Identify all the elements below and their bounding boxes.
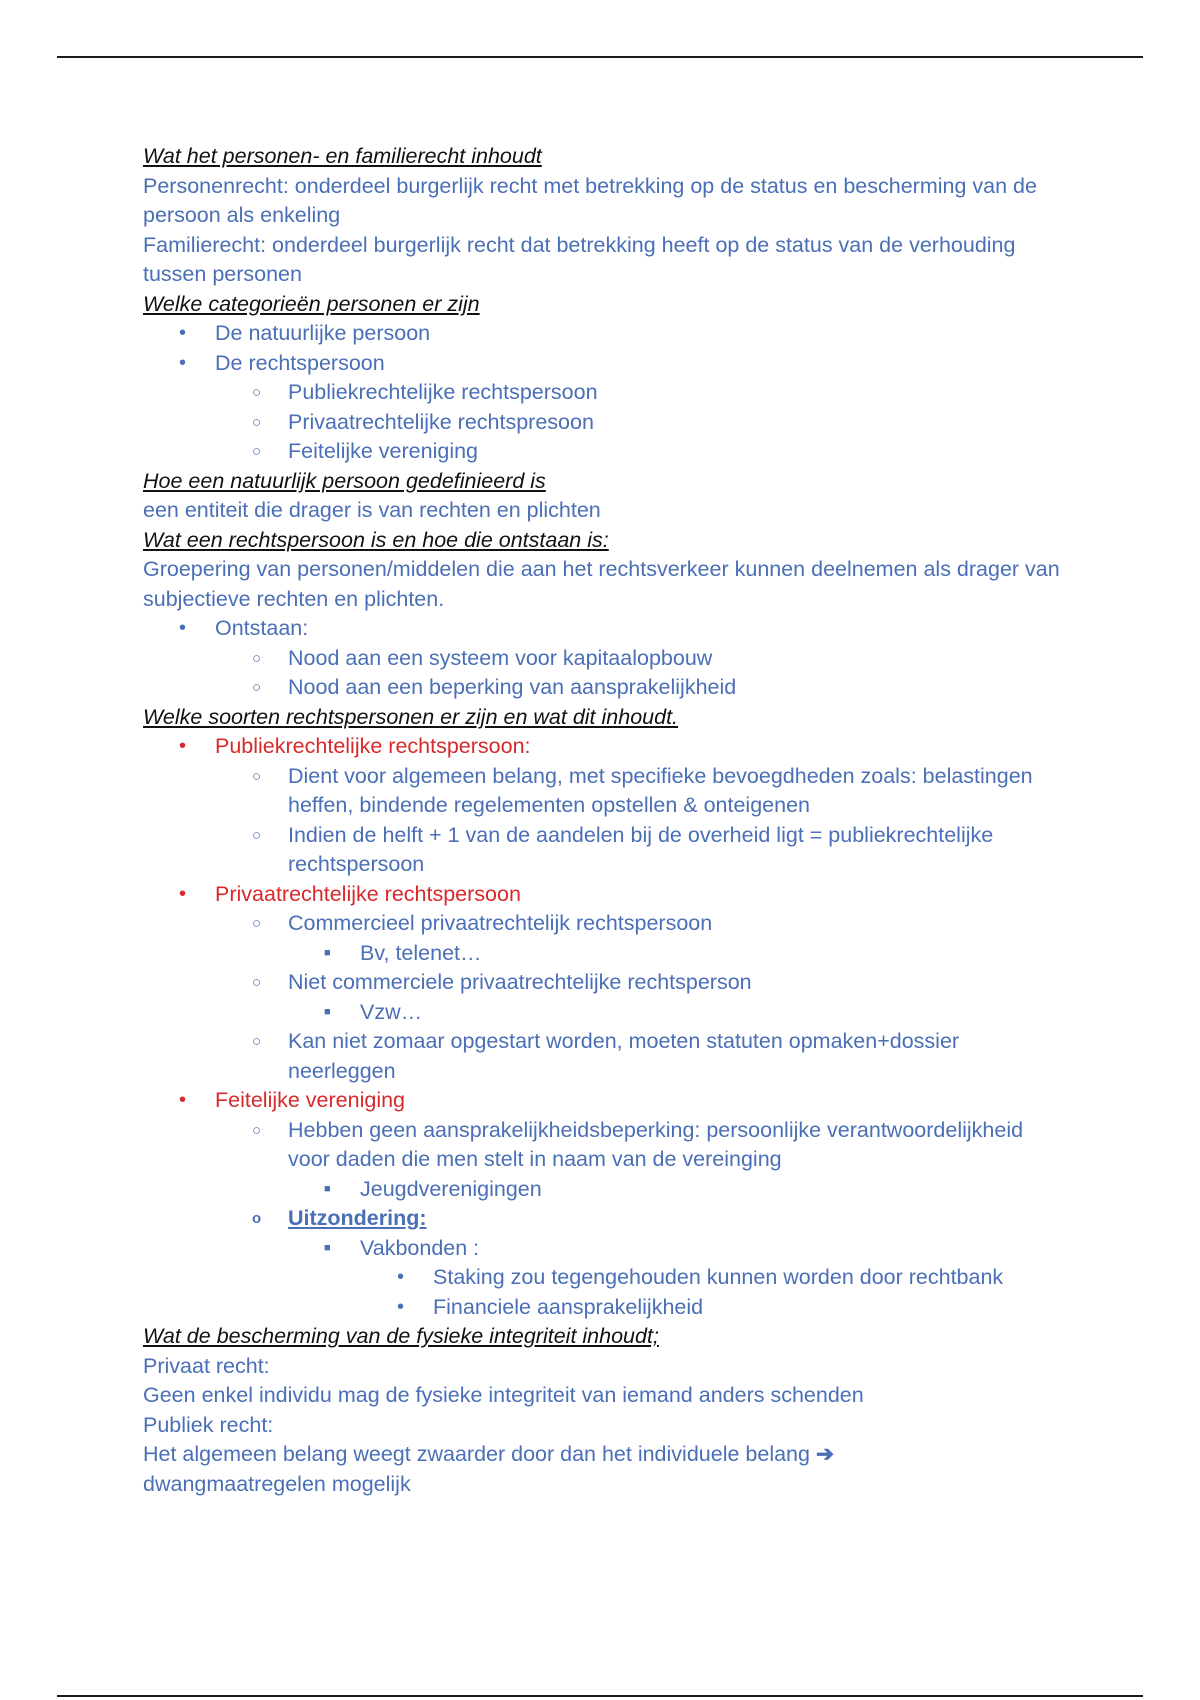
list-item-text: Staking zou tegengehouden kunnen worden door rechtbank <box>433 1265 1004 1289</box>
paragraph-familierecht: Familierecht: onderdeel burgerlijk recht dat betrekking heeft op de status van de verhouding tussen personen <box>143 232 1016 286</box>
list-item <box>143 614 1063 644</box>
list-item-text: Indien de helft + 1 van de aandelen bij de overheid ligt = publiekrechtelijke rechtspersoon <box>288 822 994 876</box>
list-item-text: Bv, telenet… <box>360 940 482 965</box>
circle-bullet-icon: ○ <box>252 826 262 844</box>
header-rule <box>57 56 1143 58</box>
list-item <box>143 1204 1063 1234</box>
paragraph-rechtspersoon: Groepering van personen/middelen die aan het rechtsverkeer kunnen deelnemen als drager van subjectieve rechten en plichten. <box>143 557 1060 611</box>
paragraph-dwangmaatregelen: dwangmaatregelen mogelijk <box>143 1471 411 1496</box>
list-item-text: Privaatrechtelijke rechtspersoon <box>215 881 521 906</box>
heading-soorten-rechtspersonen: Welke soorten rechtspersonen er zijn en wat dit inhoudt. <box>143 704 679 729</box>
list-item-text: Publiekrechtelijke rechtspersoon: <box>215 734 531 758</box>
circle-bullet-icon: ○ <box>252 767 262 785</box>
square-bullet-icon: ■ <box>324 1182 331 1195</box>
paragraph-privaat-recht: Privaat recht: <box>143 1353 270 1378</box>
list-item <box>143 998 1063 1028</box>
list-item <box>143 378 1063 408</box>
paragraph-personenrecht: Personenrecht: onderdeel burgerlijk recht met betrekking op de status en bescherming van de persoon als enkeling <box>143 173 1037 227</box>
list-item <box>143 1027 1063 1086</box>
list-item <box>143 319 1063 349</box>
square-bullet-icon: ■ <box>324 1005 331 1018</box>
list-item-text: Kan niet zomaar opgestart worden, moeten statuten opmaken+dossier neerleggen <box>288 1029 960 1083</box>
list-item-text: Feitelijke vereniging <box>215 1088 406 1112</box>
bullet-icon: • <box>179 617 187 639</box>
list-item <box>143 1293 1063 1323</box>
paragraph-text: Het algemeen belang weegt zwaarder door dan het individuele belang <box>143 1442 810 1466</box>
bullet-icon: • <box>397 1295 405 1318</box>
bullet-icon: • <box>179 351 187 374</box>
bullet-icon: • <box>397 1266 405 1288</box>
list-item <box>143 1086 1063 1116</box>
list-item <box>143 939 1063 969</box>
list-item-text: Ontstaan: <box>215 616 309 640</box>
circle-bullet-icon: o <box>252 1210 262 1227</box>
list-item-text: Commercieel privaatrechtelijk rechtspersoon <box>288 911 713 935</box>
square-bullet-icon: ■ <box>324 1241 331 1254</box>
list-item <box>143 644 1063 674</box>
list-item <box>143 673 1063 703</box>
list-item <box>143 1116 1063 1175</box>
list-item <box>143 408 1063 438</box>
paragraph-publiek-recht: Publiek recht: <box>143 1412 274 1437</box>
list-item-text: Uitzondering: <box>288 1206 427 1230</box>
list-item <box>143 762 1063 821</box>
list-item-text: Hebben geen aansprakelijkheidsbeperking: persoonlijke verantwoordelijkheid voor daden die men stelt in naam van de vereinging <box>288 1117 1024 1171</box>
circle-bullet-icon: ○ <box>252 1033 262 1050</box>
list-item-text: Privaatrechtelijke rechtspresoon <box>288 409 594 434</box>
heading-categorieen: Welke categorieën personen er zijn <box>143 291 480 316</box>
right-arrow-icon: ➔ <box>815 1442 834 1466</box>
list-item <box>143 821 1063 880</box>
circle-bullet-icon: ○ <box>252 413 262 431</box>
circle-bullet-icon: ○ <box>252 443 262 460</box>
bullet-icon: • <box>179 882 187 905</box>
circle-bullet-icon: ○ <box>252 1121 262 1139</box>
bullet-icon: • <box>179 1089 187 1111</box>
circle-bullet-icon: ○ <box>252 915 262 932</box>
list-item-text: Niet commerciele privaatrechtelijke rechtsperson <box>288 970 752 994</box>
list-item-text: Publiekrechtelijke rechtspersoon <box>288 380 598 404</box>
list-item-text: Dient voor algemeen belang, met specifieke bevoegdheden zoals: belastingen heffen, bindende regelementen opstellen & onteigenen <box>288 763 1033 817</box>
list-item <box>143 732 1063 762</box>
paragraph-privaat-recht-text: Geen enkel individu mag de fysieke integriteit van iemand anders schenden <box>143 1383 864 1407</box>
bullet-icon: • <box>179 322 187 344</box>
circle-bullet-icon: ○ <box>252 384 262 401</box>
list-item <box>143 1175 1063 1205</box>
list-item <box>143 437 1063 467</box>
list-item <box>143 880 1063 910</box>
list-item-text: Feitelijke vereniging <box>288 439 479 463</box>
list-item-text: Financiele aansprakelijkheid <box>433 1294 704 1319</box>
paragraph-publiek-recht-text <box>143 1440 1063 1470</box>
list-item <box>143 1263 1063 1293</box>
heading-natuurlijk-persoon: Hoe een natuurlijk persoon gedefinieerd is <box>143 468 546 493</box>
list-item <box>143 909 1063 939</box>
list-item-text: Jeugdverenigingen <box>360 1176 542 1201</box>
list-item <box>143 349 1063 379</box>
list-item-text: Vzw… <box>360 999 423 1024</box>
heading-fysieke-integriteit: Wat de bescherming van de fysieke integriteit inhoudt; <box>143 1324 659 1348</box>
circle-bullet-icon: ○ <box>252 679 262 696</box>
list-item-text: De rechtspersoon <box>215 350 385 375</box>
document-body <box>143 142 1063 1499</box>
heading-personen-familierecht: Wat het personen- en familierecht inhoudt <box>143 144 542 168</box>
circle-bullet-icon: ○ <box>252 974 262 991</box>
list-item-text: Nood aan een systeem voor kapitaalopbouw <box>288 645 713 670</box>
list-item-text: Vakbonden : <box>360 1235 480 1260</box>
bullet-icon: • <box>179 735 187 757</box>
list-item <box>143 1234 1063 1264</box>
paragraph-natuurlijk-persoon: een entiteit die drager is van rechten en plichten <box>143 498 601 522</box>
list-item <box>143 968 1063 998</box>
list-item-text: De natuurlijke persoon <box>215 321 431 345</box>
square-bullet-icon: ■ <box>324 946 331 959</box>
circle-bullet-icon: ○ <box>252 649 262 667</box>
footer-rule <box>57 1695 1143 1697</box>
list-item-text: Nood aan een beperking van aansprakelijkheid <box>288 675 737 699</box>
heading-rechtspersoon: Wat een rechtspersoon is en hoe die ontstaan is: <box>143 527 609 552</box>
